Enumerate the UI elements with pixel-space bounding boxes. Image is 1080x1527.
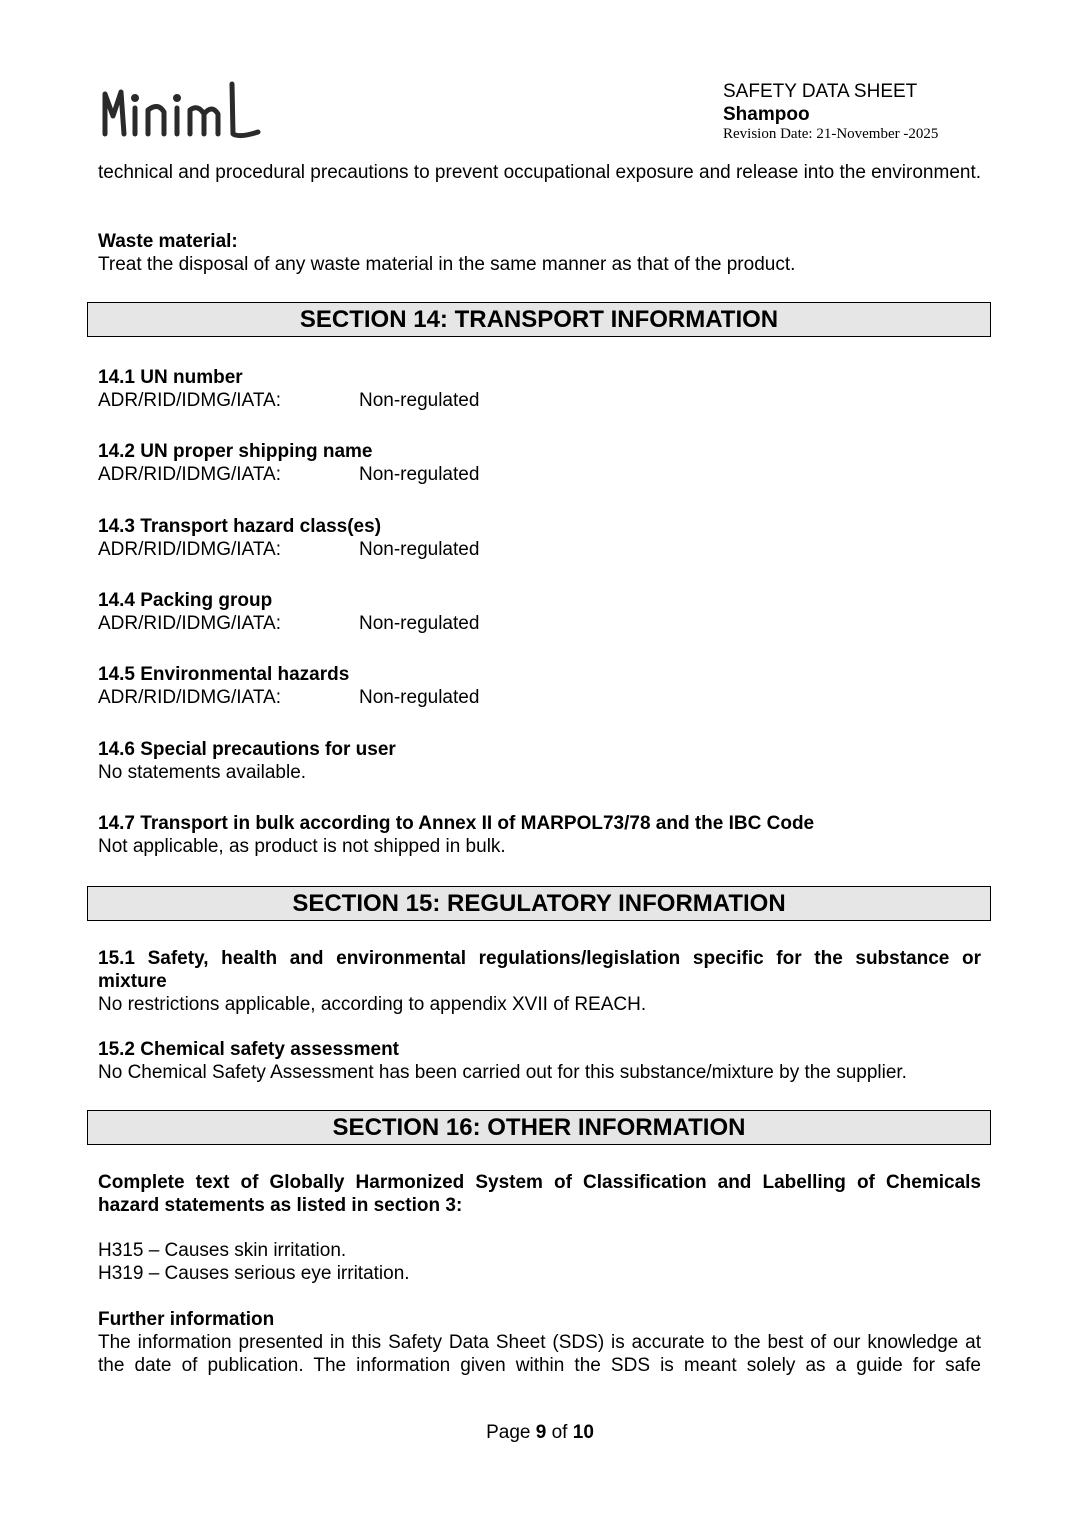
item-14-1 — [98, 366, 981, 412]
continued-text: technical and procedural precautions to prevent occupational exposure and release into the environment. — [98, 162, 982, 183]
item-14-4 — [98, 589, 981, 635]
item-key: ADR/RID/IDMG/IATA: — [98, 613, 281, 634]
section-15-header: SECTION 15: REGULATORY INFORMATION — [87, 886, 991, 921]
waste-block — [98, 230, 981, 276]
item-text: No Chemical Safety Assessment has been carried out for this substance/mixture by the supplier. — [98, 1062, 907, 1083]
item-14-6 — [98, 738, 981, 784]
item-value: Non-regulated — [359, 539, 480, 560]
waste-text: Treat the disposal of any waste material in the same manner as that of the product. — [98, 254, 796, 275]
further-text: The information presented in this Safety Data Sheet (SDS) is accurate to the best of our knowledge at the date of publication. The information given within the SDS is meant solely as a guide for safe — [98, 1332, 981, 1376]
item-text: No statements available. — [98, 762, 307, 783]
item-key: ADR/RID/IDMG/IATA: — [98, 539, 281, 560]
item-14-5 — [98, 663, 981, 709]
hazard-h315: H315 – Causes skin irritation. — [98, 1240, 347, 1261]
item-key: ADR/RID/IDMG/IATA: — [98, 390, 281, 411]
further-heading: Further information — [98, 1309, 275, 1330]
page-prefix: Page — [486, 1422, 531, 1443]
further-info-block — [98, 1308, 981, 1377]
item-heading: 15.2 Chemical safety assessment — [98, 1039, 400, 1060]
item-text: No restrictions applicable, according to appendix XVII of REACH. — [98, 994, 647, 1015]
item-heading: 14.2 UN proper shipping name — [98, 441, 373, 462]
revision-date: Revision Date: 21-November -2025 — [723, 126, 939, 142]
item-value: Non-regulated — [359, 390, 480, 411]
page-total: 10 — [572, 1422, 594, 1443]
page-of: of — [551, 1422, 568, 1443]
product-name: Shampoo — [723, 104, 810, 125]
item-15-1 — [98, 947, 981, 1016]
item-heading: 14.7 Transport in bulk according to Annex II of MARPOL73/78 and the IBC Code — [98, 813, 815, 834]
section-14-header: SECTION 14: TRANSPORT INFORMATION — [87, 302, 991, 337]
item-14-2 — [98, 440, 981, 486]
item-14-3 — [98, 515, 981, 561]
item-15-2 — [98, 1038, 981, 1084]
ghs-heading: Complete text of Globally Harmonized System of Classification and Labelling of Chemicals hazard statements as listed in section 3: — [98, 1172, 981, 1216]
continued-block — [98, 161, 981, 184]
page-current: 9 — [535, 1422, 547, 1443]
document-header — [723, 82, 938, 142]
item-heading: 14.3 Transport hazard class(es) — [98, 516, 382, 537]
item-key: ADR/RID/IDMG/IATA: — [98, 687, 281, 708]
item-heading: 14.1 UN number — [98, 367, 243, 388]
item-value: Non-regulated — [359, 613, 480, 634]
item-heading: 14.6 Special precautions for user — [98, 739, 396, 760]
item-heading: 15.1 Safety, health and environmental regulations/legislation specific for the substance or mixture — [98, 948, 981, 992]
item-key: ADR/RID/IDMG/IATA: — [98, 464, 281, 485]
item-14-7 — [98, 812, 981, 858]
page-footer — [0, 1422, 1080, 1444]
hazard-h319: H319 – Causes serious eye irritation. — [98, 1263, 410, 1284]
waste-heading: Waste material: — [98, 231, 238, 252]
item-value: Non-regulated — [359, 464, 480, 485]
item-value: Non-regulated — [359, 687, 480, 708]
item-text: Not applicable, as product is not shipped in bulk. — [98, 836, 506, 857]
item-heading: 14.5 Environmental hazards — [98, 664, 350, 685]
ghs-block — [98, 1171, 981, 1217]
hazard-statements — [98, 1239, 981, 1285]
section-16-header: SECTION 16: OTHER INFORMATION — [87, 1110, 991, 1145]
doc-type: SAFETY DATA SHEET — [723, 81, 918, 102]
item-heading: 14.4 Packing group — [98, 590, 273, 611]
brand-logo — [100, 76, 265, 146]
